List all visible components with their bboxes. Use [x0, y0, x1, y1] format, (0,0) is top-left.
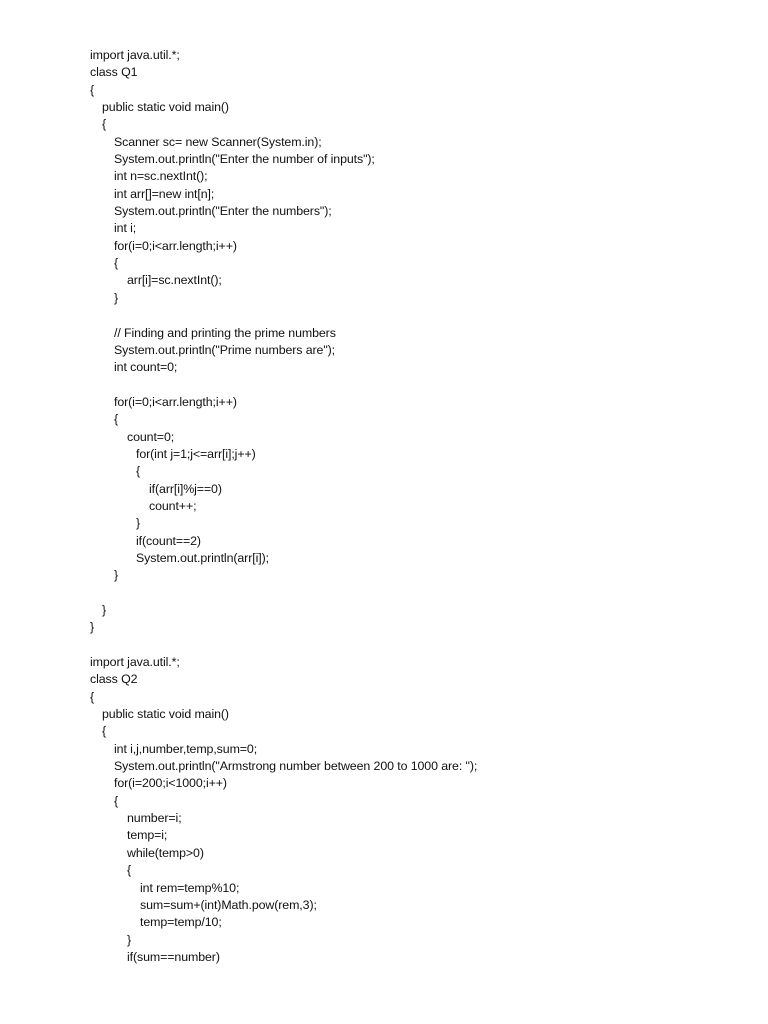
- code-line: }: [127, 932, 132, 947]
- code-line: int arr[]=new int[n];: [114, 186, 215, 201]
- code-line: {: [136, 464, 141, 479]
- code-line: count++;: [149, 498, 197, 513]
- code-line: class Q2: [90, 672, 138, 687]
- code-line: for(i=0;i<arr.length;i++): [114, 238, 237, 253]
- code-line: }: [114, 290, 119, 305]
- code-line: {: [114, 412, 119, 427]
- code-line: System.out.println("Enter the numbers");: [114, 204, 332, 219]
- blank-line: [90, 307, 750, 324]
- code-line: class Q1: [90, 65, 138, 80]
- code-line: int rem=temp%10;: [140, 880, 240, 895]
- code-line: {: [127, 863, 132, 878]
- code-line: {: [114, 256, 119, 271]
- code-line: count=0;: [127, 429, 175, 444]
- code-line: }: [114, 568, 119, 583]
- code-line: }: [90, 620, 95, 635]
- code-line: for(i=0;i<arr.length;i++): [114, 394, 237, 409]
- blank-line: [90, 585, 750, 602]
- code-line: int n=sc.nextInt();: [114, 169, 208, 184]
- code-line: if(sum==number): [127, 949, 220, 964]
- code-line: temp=i;: [127, 828, 168, 843]
- blank-line: [90, 637, 750, 654]
- code-line: while(temp>0): [127, 845, 204, 860]
- code-line: import java.util.*;: [90, 655, 180, 670]
- code-line: for(int j=1;j<=arr[i];j++): [136, 446, 256, 461]
- code-line: int i,j,number,temp,sum=0;: [114, 741, 258, 756]
- code-line: }: [136, 516, 141, 531]
- code-line: {: [102, 724, 107, 739]
- code-line: temp=temp/10;: [140, 915, 222, 930]
- code-line: if(count==2): [136, 533, 201, 548]
- code-line: import java.util.*;: [90, 48, 180, 62]
- code-line: arr[i]=sc.nextInt();: [127, 273, 222, 288]
- code-line: public static void main(): [102, 707, 229, 722]
- code-line: {: [90, 82, 95, 97]
- code-line: {: [114, 793, 119, 808]
- code-line: number=i;: [127, 811, 182, 826]
- code-line: int count=0;: [114, 360, 178, 375]
- code-line: for(i=200;i<1000;i++): [114, 776, 227, 791]
- code-line: Scanner sc= new Scanner(System.in);: [114, 134, 322, 149]
- code-line: {: [90, 689, 95, 704]
- blank-line: [90, 377, 750, 394]
- code-line: sum=sum+(int)Math.pow(rem,3);: [140, 897, 317, 912]
- code-comment: // Finding and printing the prime numbers: [114, 325, 336, 340]
- code-line: System.out.println("Armstrong number between 200 to 1000 are: ");: [114, 759, 478, 774]
- code-line: {: [102, 117, 107, 132]
- code-line: }: [102, 603, 107, 617]
- code-line: System.out.println("Enter the number of inputs");: [114, 152, 375, 167]
- code-line: if(arr[i]%j==0): [149, 481, 222, 496]
- code-line: System.out.println("Prime numbers are");: [114, 342, 336, 357]
- code-line: public static void main(): [102, 100, 229, 115]
- code-line: int i;: [114, 221, 137, 236]
- code-listing: [90, 47, 750, 966]
- code-line: System.out.println(arr[i]);: [136, 550, 269, 565]
